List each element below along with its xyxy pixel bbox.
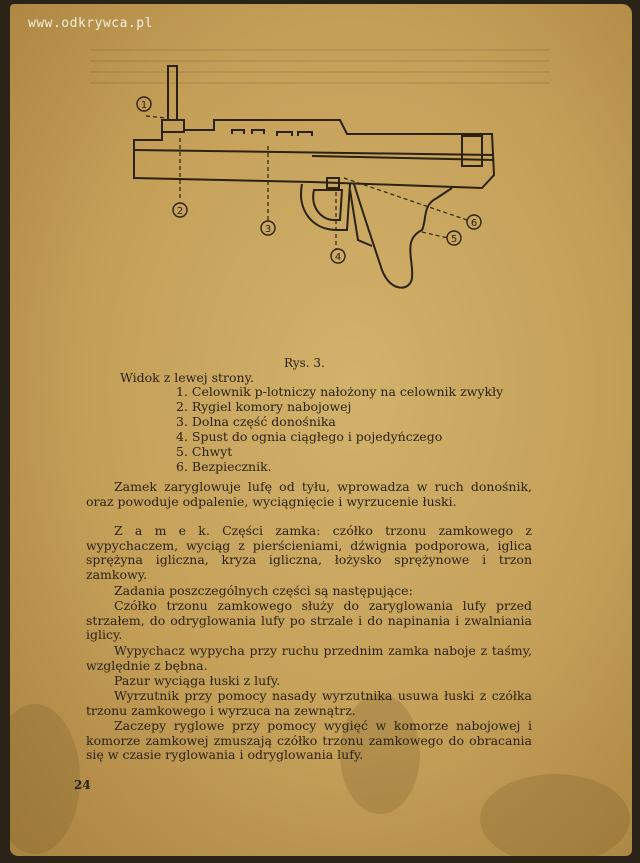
parts-list-item: 3. Dolna część donośnika bbox=[176, 414, 336, 429]
weapon-diagram bbox=[122, 60, 502, 300]
sight-base bbox=[162, 120, 184, 132]
watermark: www.odkrywca.pl bbox=[28, 16, 153, 31]
parts-list-item: 4. Spust do ognia ciągłego i pojedyńczego bbox=[176, 429, 443, 444]
paragraph-ejector: Wyrzutnik przy pomocy nasady wyrzutnika usuwa łuski z czółka trzonu zamkowego i wyrzuca na zewnątrz. bbox=[86, 688, 532, 718]
corner-stain bbox=[480, 774, 630, 856]
parts-list-item: 1. Celownik p-lotniczy nałożony na celownik zwykły bbox=[176, 384, 504, 399]
paragraph-extractor: Pazur wyciąga łuski z lufy. bbox=[114, 673, 281, 688]
callout-1: 1 bbox=[140, 100, 148, 111]
callout-5: 5 bbox=[450, 234, 458, 245]
paragraph-ejector-pusher: Wypychacz wypycha przy ruchu przednim zamka naboje z taśmy, względnie z bębna. bbox=[86, 643, 532, 673]
parts-list-item: 2. Rygiel komory nabojowej bbox=[176, 399, 352, 414]
view-label: Widok z lewej strony. bbox=[120, 370, 254, 385]
parts-list-item: 6. Bezpiecznik. bbox=[176, 459, 272, 474]
aa-sight-post bbox=[168, 66, 177, 120]
parts-list bbox=[176, 384, 503, 474]
page-number: 24 bbox=[74, 778, 91, 792]
paragraph-bolt-head: Czółko trzonu zamkowego służy do zaryglowania lufy przed strzałem, do odryglowania lufy po strzale i do napinania i zwalniania iglicy. bbox=[86, 598, 532, 642]
callout-3: 3 bbox=[264, 224, 272, 235]
paragraph-bolt-function: Zamek zaryglowuje lufę od tyłu, wprowadza w ruch donośnik, oraz powoduje odpalenie, wyciągnięcie i wyrzucenie łuski. bbox=[86, 479, 532, 509]
callout-6: 6 bbox=[470, 218, 478, 229]
edge-stain bbox=[10, 704, 80, 854]
callout-4: 4 bbox=[334, 252, 342, 263]
paragraph-bolt-parts: Z a m e k. Części zamka: czółko trzonu zamkowego z wypychaczem, wyciąg z pierścieniami, dźwignia podporowa, iglica sprężyna iglicznа, kryza igliczna, łożysko sprężynowe i trzon zamkowy. bbox=[86, 523, 532, 582]
parts-list-item: 5. Chwyt bbox=[176, 444, 233, 459]
paragraph-tasks-intro: Zadania poszczególnych części są następujące: bbox=[114, 583, 413, 598]
paragraph-locking-lugs: Zaczepy ryglowe przy pomocy wygięć w komorze nabojowej i komorze zamkowej zmuszają czółko trzonu zamkowego do obracania się w czasie ryglowania i odryglowania lufy. bbox=[86, 718, 532, 762]
figure-caption: Rys. 3. bbox=[284, 356, 325, 370]
callout-2: 2 bbox=[176, 206, 184, 217]
